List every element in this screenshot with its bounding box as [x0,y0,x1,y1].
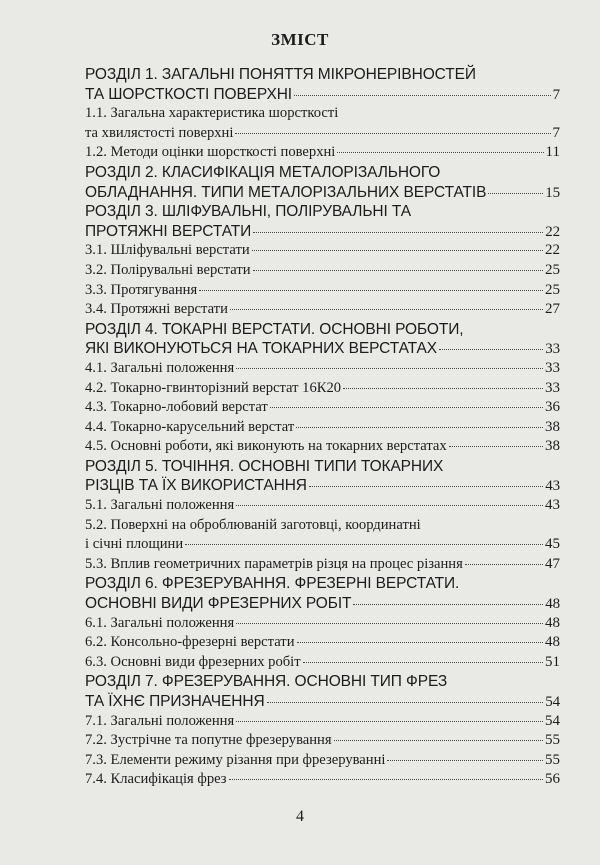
dot-leader [270,407,543,408]
entry-title: РОЗДІЛ 1. ЗАГАЛЬНІ ПОНЯТТЯ МІКРОНЕРІВНОСТЕЙ [85,66,476,83]
toc-subsection-entry [85,654,560,674]
entry-page-number: 43 [545,497,560,514]
entry-title: ТА ЇХНЄ ПРИЗНАЧЕННЯ [85,693,265,710]
entry-title: РОЗДІЛ 7. ФРЕЗЕРУВАННЯ. ОСНОВНІ ТИП ФРЕЗ [85,673,448,691]
entry-title: 4.1. Загальні положення [85,359,235,376]
entry-title: та хвилястості поверхні [85,124,234,141]
entry-page-number: 55 [545,732,560,749]
entry-title: ОСНОВНІ ВИДИ ФРЕЗЕРНИХ РОБІТ [85,595,352,613]
toc-line [85,536,560,556]
toc-line [85,517,560,537]
entry-title: РОЗДІЛ 4. ТОКАРНІ ВЕРСТАТИ. ОСНОВНІ РОБОТИ, [85,320,464,338]
toc-line [85,634,560,654]
dot-leader [236,623,543,624]
toc-subsection-entry [85,713,560,733]
toc-line [85,86,560,106]
entry-title: 5.2. Поверхні на оброблюваній заготовці, координатні [85,516,421,533]
page-title: ЗМІСТ [271,30,329,49]
dot-leader [236,368,543,369]
entry-page-number: 48 [545,614,560,631]
dot-leader [185,544,543,545]
entry-page-number: 22 [545,242,560,259]
dot-leader [236,505,543,506]
toc-line [85,164,560,184]
dot-leader [230,309,543,310]
toc-section-entry [85,164,560,203]
toc-line [85,223,560,243]
entry-title: РОЗДІЛ 6. ФРЕЗЕРУВАННЯ. ФРЕЗЕРНІ ВЕРСТАТИ. [85,575,460,593]
toc-line [85,673,560,693]
toc-subsection-entry [85,517,560,556]
toc-subsection-entry [85,497,560,517]
toc-subsection-entry [85,634,560,654]
page-number: 4 [296,808,304,825]
toc-line [85,556,560,576]
toc-subsection-entry [85,262,560,282]
toc-subsection-entry [85,615,560,635]
entry-page-number: 33 [545,341,560,358]
entry-title: 4.5. Основні роботи, які виконують на токарних верстатах [85,438,447,455]
toc-line [85,262,560,282]
entry-title: 3.3. Протягування [85,281,198,298]
toc-line [85,340,560,360]
dot-leader [253,232,543,233]
entry-page-number: 7 [552,124,560,141]
entry-title: РОЗДІЛ 5. ТОЧІННЯ. ОСНОВНІ ТИПИ ТОКАРНИХ [85,457,444,475]
entry-title: 3.4. Протяжні верстати [85,301,228,318]
entry-title: 7.1. Загальні положення [85,712,235,729]
dot-leader [236,721,543,722]
toc-line [85,301,560,321]
dot-leader [294,95,551,96]
entry-title: 4.4. Токарно-карусельний верстат [85,418,295,435]
entry-title: РОЗДІЛ 2. КЛАСИФІКАЦІЯ МЕТАЛОРІЗАЛЬНОГО [85,163,441,181]
toc-subsection-entry [85,556,560,576]
entry-title: 5.3. Вплив геометричних параметрів різця на процес різання [85,555,463,572]
entry-page-number: 33 [545,379,560,396]
toc-line [85,184,560,204]
toc-line [85,282,560,302]
entry-title: ОБЛАДНАННЯ. ТИПИ МЕТАЛОРІЗАЛЬНИХ ВЕРСТАТІВ [85,183,487,201]
toc-section-entry [85,458,560,497]
entry-page-number: 43 [545,478,560,495]
toc-line [85,732,560,752]
toc-subsection-entry [85,732,560,752]
entry-title: 7.2. Зустрічне та попутне фрезерування [85,732,332,749]
toc-line [85,203,560,223]
entry-page-number: 15 [545,184,560,201]
toc-line [85,713,560,733]
dot-leader [337,152,543,153]
toc-section-entry [85,575,560,614]
dot-leader [296,427,543,428]
toc-subsection-entry [85,360,560,380]
entry-page-number: 56 [545,771,560,788]
entry-page-number: 38 [545,438,560,455]
entry-page-number: 47 [545,555,560,572]
toc-line [85,380,560,400]
toc-subsection-entry [85,105,560,144]
toc-section-entry [85,673,560,712]
dot-leader [252,250,543,251]
entry-page-number: 48 [545,634,560,651]
entry-title: 3.2. Полірувальні верстати [85,261,251,278]
entry-title: ТА ШОРСТКОСТІ ПОВЕРХНІ [85,85,292,103]
toc-line [85,125,560,145]
toc-subsection-entry [85,771,560,791]
dot-leader [334,740,543,741]
dot-leader [449,446,543,447]
entry-page-number: 54 [545,712,560,729]
entry-title: РОЗДІЛ 3. ШЛІФУВАЛЬНІ, ПОЛІРУВАЛЬНІ ТА [85,203,411,221]
toc-line [85,595,560,615]
toc-section-entry [85,321,560,360]
toc-line [85,360,560,380]
dot-leader [439,349,543,350]
toc-line [85,575,560,595]
dot-leader [387,760,543,761]
toc-line [85,438,560,458]
entry-page-number: 7 [552,86,560,103]
entry-page-number: 48 [545,596,560,613]
dot-leader [199,290,543,291]
entry-page-number: 51 [545,653,560,670]
toc-subsection-entry [85,282,560,302]
entry-title: 1.1. Загальна характеристика шорсткості [85,105,339,122]
toc-line [85,497,560,517]
entry-title: 1.2. Методи оцінки шорсткості поверхні [85,144,336,161]
entry-title: 5.1. Загальні положення [85,497,235,514]
entry-title: РІЗЦІВ ТА ЇХ ВИКОРИСТАННЯ [85,477,307,495]
entry-page-number: 36 [545,399,560,416]
entry-page-number: 54 [545,694,560,710]
toc-line [85,105,560,125]
dot-leader [488,193,543,194]
entry-page-number: 45 [545,536,560,553]
entry-title: 6.3. Основні види фрезерних робіт [85,653,301,670]
toc-line [85,693,560,713]
dot-leader [229,779,543,780]
entry-page-number: 22 [545,223,560,240]
toc-subsection-entry [85,752,560,772]
entry-page-number: 55 [545,751,560,768]
entry-page-number: 38 [545,418,560,435]
dot-leader [253,270,543,271]
entry-title: 6.1. Загальні положення [85,614,235,631]
entry-page-number: 11 [545,144,560,161]
toc-line [85,419,560,439]
dot-leader [267,702,544,703]
entry-title: 3.1. Шліфувальні верстати [85,242,250,259]
entry-page-number: 25 [545,281,560,298]
entry-title: 6.2. Консольно-фрезерні верстати [85,634,295,651]
toc-subsection-entry [85,144,560,164]
entry-title: ЯКІ ВИКОНУЮТЬСЯ НА ТОКАРНИХ ВЕРСТАТАХ [85,340,437,358]
entry-title: 4.3. Токарно-лобовий верстат [85,399,268,416]
toc-line [85,321,560,341]
entry-title: ПРОТЯЖНІ ВЕРСТАТИ [85,222,252,240]
dot-leader [353,604,543,605]
dot-leader [303,662,543,663]
toc-subsection-entry [85,242,560,262]
toc-line [85,399,560,419]
toc-line [85,752,560,772]
toc-line [85,458,560,478]
entry-title: 7.4. Класифікація фрез [85,771,227,788]
toc-subsection-entry [85,301,560,321]
toc-line [85,615,560,635]
toc-subsection-entry [85,399,560,419]
dot-leader [465,564,543,565]
toc-subsection-entry [85,380,560,400]
dot-leader [235,133,550,134]
toc-subsection-entry [85,419,560,439]
entry-title: 4.2. Токарно-гвинторізний верстат 16К20 [85,379,342,396]
entry-page-number: 27 [545,301,560,318]
toc-subsection-entry [85,438,560,458]
toc-line [85,144,560,164]
entry-title: 7.3. Елементи режиму різання при фрезеруванні [85,751,386,768]
toc-line [85,66,560,86]
dot-leader [309,486,543,487]
toc-line [85,771,560,791]
entry-title: і січні площини [85,536,184,553]
entry-page-number: 33 [545,359,560,376]
toc-line [85,654,560,674]
toc-line [85,477,560,497]
entry-page-number: 25 [545,261,560,278]
toc-line [85,242,560,262]
dot-leader [297,642,544,643]
table-of-contents [85,66,560,791]
toc-section-entry [85,203,560,242]
dot-leader [343,388,543,389]
toc-section-entry [85,66,560,105]
